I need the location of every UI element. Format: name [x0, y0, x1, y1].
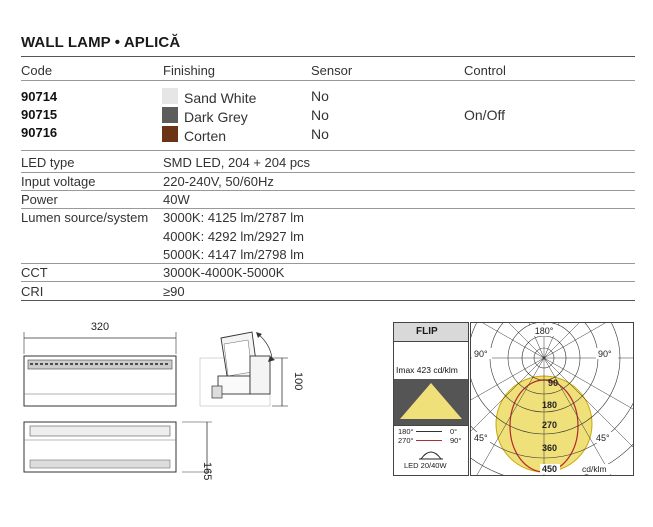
legend-90: 90°	[450, 436, 462, 445]
spec-label-input-voltage: Input voltage	[21, 174, 96, 189]
led-lamp-icon	[418, 447, 444, 461]
led-label: LED 20/40W	[404, 461, 447, 470]
legend-270: 270°	[398, 436, 414, 445]
radial-label: 270	[542, 420, 558, 430]
spec-divider	[21, 208, 635, 209]
angle-right-label: 90°	[598, 349, 612, 359]
legend-line-1	[416, 431, 442, 432]
width-label: 320	[90, 321, 110, 333]
legend-line-2	[416, 440, 442, 441]
spec-label-led-type: LED type	[21, 155, 75, 170]
corten-swatch	[162, 126, 178, 142]
control-value: On/Off	[464, 107, 505, 123]
variant-code: 90715	[21, 107, 58, 122]
spec-divider	[21, 263, 635, 264]
technical-drawing	[0, 310, 380, 527]
legend-0: 0°	[450, 427, 458, 436]
dark-grey-swatch	[162, 107, 178, 123]
header-finishing: Finishing	[163, 63, 216, 78]
variant-code: 90714	[21, 89, 58, 104]
spec-label-power: Power	[21, 192, 58, 207]
spec-value-lumen-3000k: 3000K: 4125 lm/2787 lm	[163, 210, 304, 225]
spec-label-cct: CCT	[21, 265, 48, 280]
spec-value-input-voltage: 220-240V, 50/60Hz	[163, 174, 274, 189]
angle-bottom-right-label: 45°	[596, 433, 610, 443]
variant-sensor: No	[311, 126, 329, 142]
legend-180: 180°	[398, 427, 414, 436]
spec-value-lumen-4000k: 4000K: 4292 lm/2927 lm	[163, 229, 304, 244]
side-view-body	[218, 376, 250, 394]
beam-diagram	[394, 379, 468, 425]
angle-bottom-left-label: 45°	[474, 433, 488, 443]
radial-label: 360	[542, 443, 558, 453]
spec-label-lumen: Lumen source/system	[21, 210, 149, 225]
spec-value-cct: 3000K-4000K-5000K	[163, 265, 285, 280]
variant-finish: Sand White	[184, 90, 257, 106]
title-divider	[21, 56, 635, 57]
depth-label: 100	[292, 372, 304, 391]
spec-value-power: 40W	[163, 192, 190, 207]
spec-label-cri: CRI	[21, 284, 44, 299]
header-sensor: Sensor	[311, 63, 353, 78]
legend-divider	[394, 425, 468, 426]
mode-label: FLIP	[416, 326, 438, 337]
header-code: Code	[21, 63, 53, 78]
spec-value-led-type: SMD LED, 204 + 204 pcs	[163, 155, 311, 170]
radial-label: 450	[542, 464, 558, 474]
variants-divider	[21, 150, 635, 151]
variant-code: 90716	[21, 125, 58, 140]
spec-divider	[21, 281, 635, 282]
radial-label: 180	[542, 400, 558, 410]
unit-label: cd/klm	[582, 464, 607, 474]
mode-header	[394, 323, 468, 342]
radial-label: 90	[548, 378, 559, 388]
spec-divider	[21, 190, 635, 191]
variant-sensor: No	[311, 88, 329, 104]
spec-value-cri: ≥90	[163, 284, 185, 299]
variant-finish: Dark Grey	[184, 109, 248, 125]
polar-diagram	[470, 322, 634, 476]
imax-label: Imax 423 cd/klm	[396, 365, 458, 375]
photometry-legend-box	[393, 322, 469, 476]
spec-divider	[21, 172, 635, 173]
variant-sensor: No	[311, 107, 329, 123]
header-control: Control	[464, 63, 506, 78]
variant-finish: Corten	[184, 128, 227, 144]
header-divider	[21, 80, 635, 81]
height-label: 165	[201, 462, 213, 481]
specs-bottom-divider	[21, 300, 635, 301]
angle-left-label: 90°	[474, 349, 488, 359]
sand-white-swatch	[162, 88, 178, 104]
angle-top-label: 180°	[534, 326, 554, 336]
page-title: WALL LAMP • APLICĂ	[21, 34, 181, 51]
spec-value-lumen-5000k: 5000K: 4147 lm/2798 lm	[163, 247, 304, 262]
rotation-arrow-icon	[258, 334, 272, 358]
